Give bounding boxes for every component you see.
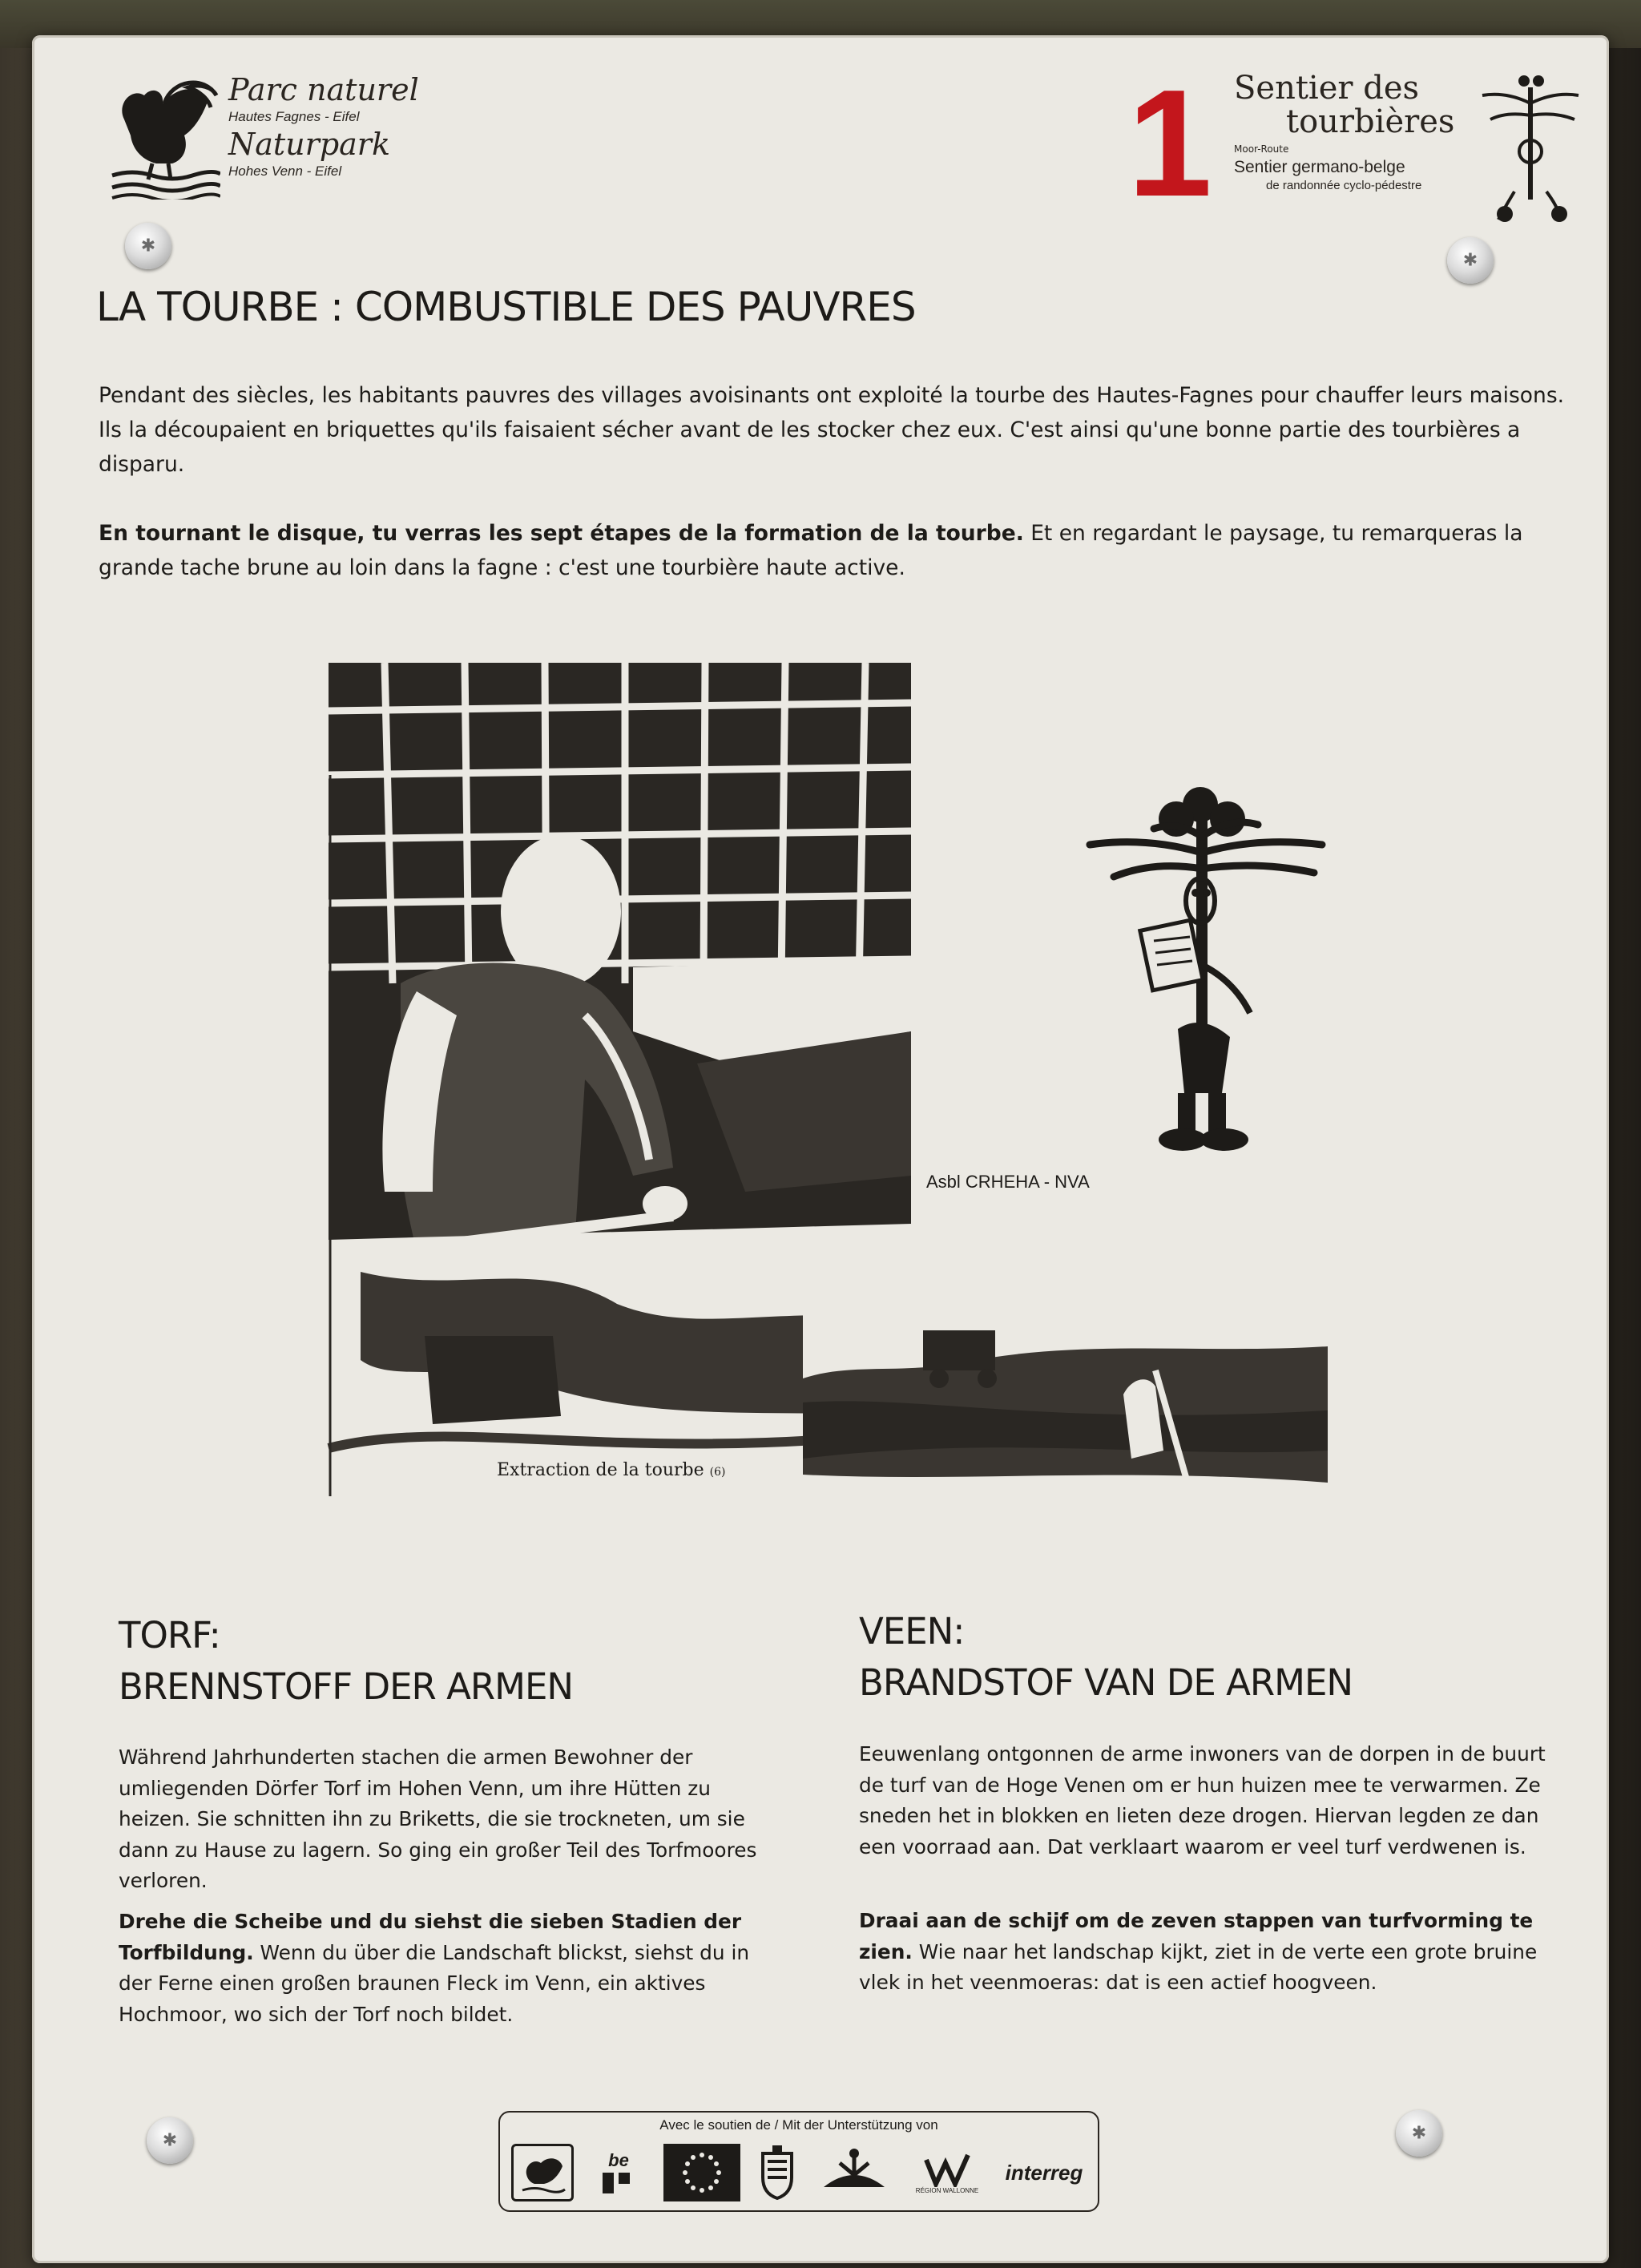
- screw-top-right-icon: ✱: [1447, 237, 1494, 284]
- title-french: LA TOURBE : COMBUSTIBLE DES PAUVRES: [96, 284, 916, 330]
- paragraph-german-2: [119, 1907, 784, 2030]
- title-german-line2: BRENNSTOFF DER ARMEN: [119, 1665, 574, 1708]
- park-bird-icon: [511, 2144, 574, 2201]
- screw-bottom-right-icon: ✱: [1396, 2110, 1442, 2157]
- paragraph-dutch-2-bold: Draai aan de schijf om de zeven stappen van turfvorming te zien.: [859, 1909, 1534, 1963]
- sentier-subtitle-2: de randonnée cyclo-pédestre: [1266, 179, 1422, 192]
- sponsor-label: Avec le soutien de / Mit der Unterstützung von: [659, 2117, 938, 2133]
- photo-credit: Asbl CRHEHA - NVA: [926, 1172, 1090, 1192]
- paragraph-german-2-bold: Drehe die Scheibe und du siehst die sieben Stadien der Torfbildung.: [119, 1910, 742, 1964]
- sentier-subtitle-1: Sentier germano-belge: [1234, 158, 1405, 176]
- title-german-line1: TORF:: [119, 1614, 220, 1657]
- plant-mascot-reading-icon: [1058, 773, 1362, 1157]
- plant-mascot-icon: [1474, 71, 1587, 224]
- paragraph-german-1: Während Jahrhunderten stachen die armen Bewohner der umliegenden Dörfer Torf im Hohen Venn, um ihre Hütten zu heizen. Sie schnitten ihn zu Briketts, die sie trockneten, um sie dann zu Hause zu lagern. So ging ein großer Teil des Torfmoores verloren.: [119, 1745, 757, 1892]
- title-dutch: [859, 1606, 1548, 1709]
- screw-top-left-icon: ✱: [125, 223, 171, 269]
- park-logo-line1: Parc naturel: [228, 72, 419, 107]
- park-logo: [108, 71, 461, 208]
- title-dutch-line2: BRANDSTOF VAN DE ARMEN: [859, 1661, 1353, 1704]
- region-wallonne-text: RÉGION WALLONNE: [915, 2186, 979, 2194]
- eu-flag-icon: [663, 2144, 740, 2201]
- title-german: [119, 1610, 760, 1713]
- paragraph-french-2-bold: En tournant le disque, tu verras les sept étapes de la formation de la tourbe.: [99, 521, 1024, 546]
- peat-landscape-photo: [803, 1242, 1328, 1531]
- sentier-title-line2: tourbières: [1286, 103, 1455, 140]
- paragraph-dutch-2: [859, 1906, 1548, 1999]
- photo-caption-text: Extraction de la tourbe: [497, 1460, 704, 1480]
- park-logo-line2: Hautes Fagnes - Eifel: [228, 109, 360, 124]
- paragraph-german-2-rest: Wenn du über die Landschaft blickst, siehst du in der Ferne einen großen braunen Fleck im Venn, ein aktives Hochmoor, wo sich der Torf noch bildet.: [119, 1940, 750, 2026]
- information-panel: [32, 35, 1609, 2263]
- coat-of-arms-icon: [757, 2144, 797, 2201]
- route-number: 1: [1127, 59, 1212, 228]
- heritage-emblem-icon: [814, 2144, 894, 2201]
- interreg-text: interreg: [1005, 2160, 1083, 2185]
- moor-route-label: Moor-Route: [1234, 143, 1289, 155]
- region-wallonne-icon: [911, 2144, 983, 2201]
- interreg-icon: [1000, 2144, 1088, 2201]
- grouse-bird-icon: [108, 71, 220, 200]
- be-icon: [591, 2144, 647, 2201]
- paragraph-dutch-2-rest: Wie naar het landschap kijkt, ziet in de verte een grote bruine vlek in het veenmoeras: dat is een actief hoogveen.: [859, 1939, 1538, 1994]
- sentier-logo: [1234, 71, 1570, 216]
- paragraph-dutch-1: Eeuwenlang ontgonnen de arme inwoners van de dorpen in de buurt de turf van de Hoge Venen om er hun huizen mee te verwarmen. Ze sneden het in blokken en lieten deze drogen. Hiervan legden ze dan een voorraad aan. Dat verklaart waarom er veel turf verdwenen is.: [859, 1742, 1546, 1858]
- screw-bottom-left-icon: ✱: [147, 2117, 193, 2164]
- be-logo-text: be: [608, 2150, 629, 2170]
- photo-caption-mark: (6): [709, 1466, 726, 1479]
- sentier-title-line1: Sentier des: [1234, 70, 1420, 107]
- sponsor-logos: [511, 2141, 1088, 2204]
- park-logo-line3: Naturpark: [228, 127, 390, 162]
- sponsor-box: [498, 2111, 1099, 2212]
- title-dutch-line1: VEEN:: [859, 1610, 965, 1653]
- paragraph-french-2: [99, 516, 1565, 585]
- photo-caption: [497, 1460, 726, 1480]
- paragraph-french-2-rest: Et en regardant le paysage, tu remarqueras la grande tache brune au loin dans la fagne : c'est une tourbière haute active.: [99, 521, 1523, 580]
- paragraph-french-1: Pendant des siècles, les habitants pauvres des villages avoisinants ont exploité la tourbe des Hautes-Fagnes pour chauffer leurs maisons. Ils la découpaient en briquettes qu'ils faisaient sécher avant de les stocker chez eux. C'est ainsi qu'une bonne partie des tourbières a disparu.: [99, 383, 1565, 477]
- park-logo-line4: Hohes Venn - Eifel: [228, 163, 342, 179]
